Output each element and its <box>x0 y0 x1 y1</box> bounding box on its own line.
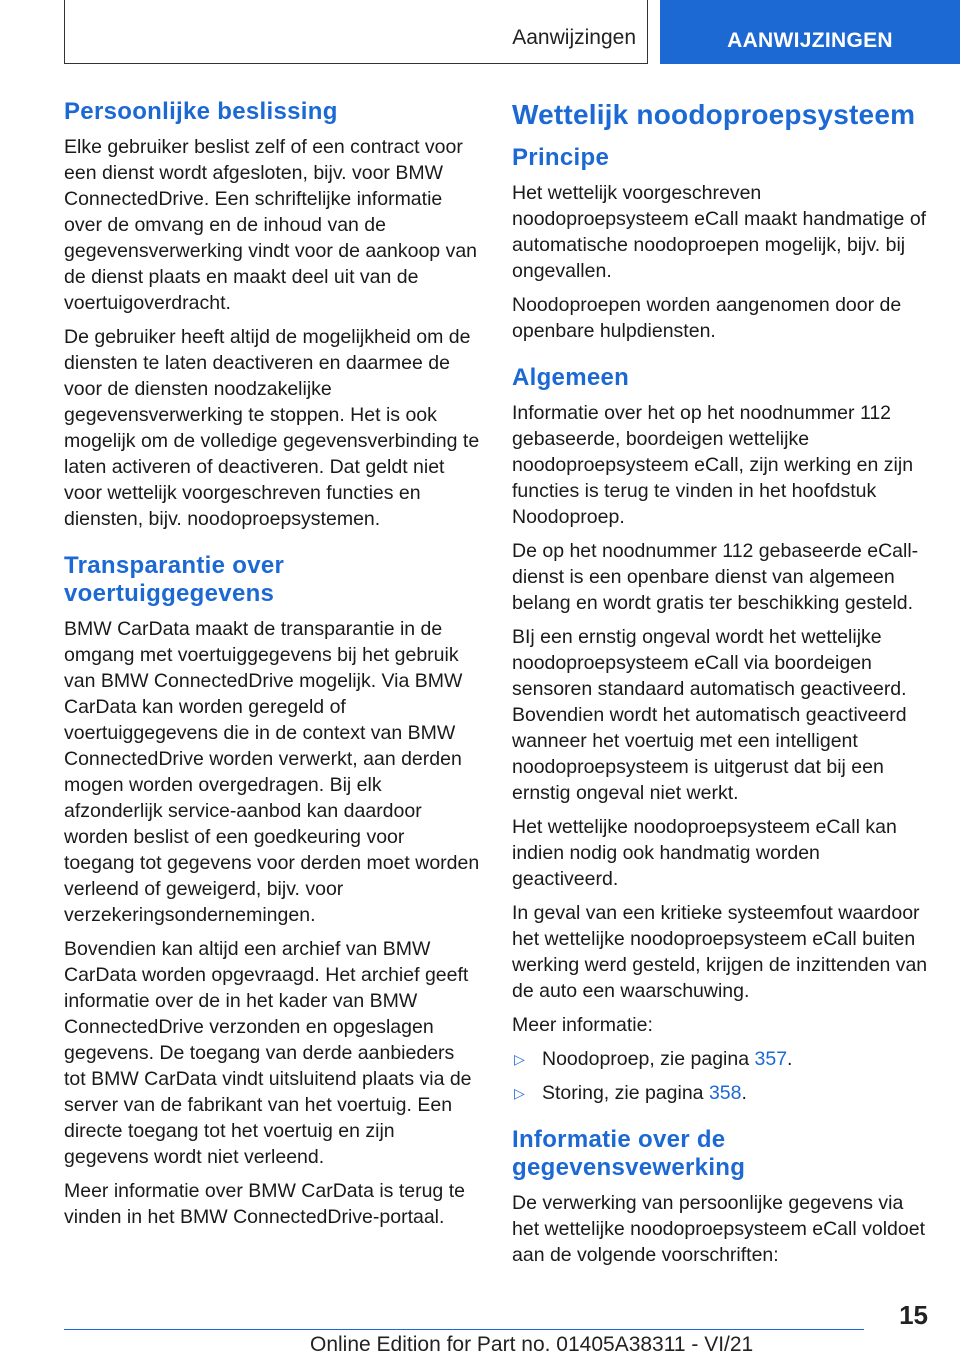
reference-list <box>512 1046 928 1106</box>
footer-divider <box>64 1329 864 1330</box>
left-column <box>64 98 480 1238</box>
footer-edition: Online Edition for Part no. 01405A38311 - VI/21 <box>310 1333 754 1356</box>
list-item: ▷ Storing, zie pagina 358. <box>514 1082 747 1104</box>
paragraph: De verwerking van persoonlijke gegevens via het wettelijke noodoproepsysteem eCall voldoet aan de volgende voorschriften: <box>512 1192 925 1266</box>
paragraph: BIj een ernstig ongeval wordt het wettelijke noodoproepsysteem eCall via boordeigen sensoren standaard automatisch geactiveerd. Bovendien wordt het automatisch geactiveerd wanneer het voertuig met een intelligent noodoproepsysteem is uitgerust dat bij een ernstig ongeval niet werkt. <box>512 626 907 804</box>
paragraph: Informatie over het op het noodnummer 112 gebaseerde, boordeigen wettelijke noodoproepsysteem eCall, zijn werking en zijn functies is terug te vinden in het hoofdstuk Noodoproep. <box>512 402 914 528</box>
paragraph: Meer informatie over BMW CarData is terug te vinden in het BMW ConnectedDrive-portaal. <box>64 1180 465 1228</box>
paragraph: In geval van een kritieke systeemfout waardoor het wettelijke noodoproepsysteem eCall buiten werking werd gesteld, krijgen de inzittenden van de auto een waarschuwing. <box>512 902 928 1002</box>
paragraph: De gebruiker heeft altijd de mogelijkheid om de diensten te laten deactiveren en daarmee de voor de diensten noodzakelijke gegevensverwerking te stoppen. Het is ook mogelijk om de volledige gegevensverbinding te laten activeren of deactiveren. Dat geldt niet voor wettelijk voorgeschreven functies en diensten, bijv. noodoproepsystemen. <box>64 326 480 530</box>
page-link-358[interactable]: 358 <box>708 1082 742 1104</box>
paragraph: Elke gebruiker beslist zelf of een contract voor een dienst wordt afgesloten, bijv. voor BMW ConnectedDrive. Een schriftelijke informatie over de omvang en de inhoud van de gegevensverwerking vindt voor de aankoop van de dienst plaats en maakt deel uit van de voertuigoverdracht. <box>64 136 478 314</box>
triangle-bullet-icon: ▷ <box>514 1085 525 1101</box>
chapter-tab[interactable]: AANWIJZINGEN <box>660 0 960 64</box>
list-item: ▷ Noodoproep, zie pagina 357. <box>514 1048 793 1070</box>
reference-text: Storing, zie pagina <box>542 1082 709 1104</box>
heading-algemeen: Algemeen <box>512 364 630 391</box>
paragraph: BMW CarData maakt de transparantie in de omgang met voertuiggegevens bij het gebruik van BMW ConnectedDrive mogelijk. Via BMW CarData kan worden geregeld of voertuiggegevens die in de context van BMW ConnectedDrive worden verwerkt, aan derden mogen worden overgedragen. Bij elk afzonderlijk service-aanbod kan daardoor worden beslist of een goedkeuring voor toegang tot gegevens voor derden moet worden verleend of geweigerd, bijv. voor verzekeringsondernemingen. <box>64 618 480 926</box>
heading-principe: Principe <box>512 144 610 171</box>
paragraph: Noodoproepen worden aangenomen door de openbare hulpdiensten. <box>512 294 902 342</box>
paragraph: Het wettelijk voorgeschreven noodoproepsysteem eCall maakt handmatige of automatische noodoproepen mogelijk, bijv. bij ongevallen. <box>512 182 927 282</box>
heading-transparantie: Transparantie over voertuiggegevens <box>64 552 285 607</box>
heading-gegevensverwerking: Informatie over de gegevensvewerking <box>512 1126 746 1181</box>
heading-wettelijk-noodoproepsysteem: Wettelijk noodoproepsysteem <box>512 99 916 130</box>
paragraph: De op het noodnummer 112 gebaseerde eCall-dienst is een openbare dienst van algemeen belang en wordt gratis ter beschikking gesteld. <box>512 540 919 614</box>
triangle-bullet-icon: ▷ <box>514 1051 525 1067</box>
heading-persoonlijke-beslissing: Persoonlijke beslissing <box>64 98 338 125</box>
page-number: 15 <box>899 1300 928 1330</box>
reference-text: Noodoproep, zie pagina <box>542 1048 755 1070</box>
header-section-title: Aanwijzingen <box>512 26 636 49</box>
right-column <box>512 98 928 1276</box>
paragraph: Meer informatie: <box>512 1014 653 1036</box>
page-link-357[interactable]: 357 <box>754 1048 788 1070</box>
paragraph: Bovendien kan altijd een archief van BMW CarData worden opgevraagd. Het archief geeft informatie over de in het kader van BMW ConnectedDrive verzonden en opgeslagen gegevens. De toegang van derde aanbieders tot BMW CarData vindt uitsluitend plaats via de server van de fabrikant van het voertuig. Een directe toegang tot het voertuig en zijn gegevens wordt niet verleend. <box>64 938 472 1168</box>
paragraph: Het wettelijke noodoproepsysteem eCall kan indien nodig ook handmatig worden geactiveerd. <box>512 816 897 890</box>
